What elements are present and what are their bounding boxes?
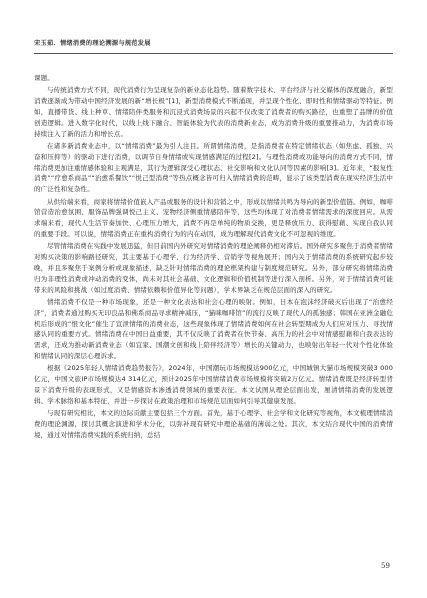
paragraph-contributions: 与现有研究相比，本文的边际贡献主要包括三个方面。首先，基于心理学、社会学和文化研究等视角，本文梳理情绪消费的理论渊源，探讨其概念演进和学术分化，以弥补现有研究中理论基础的薄弱之处。其次，本文结合现代中国的消费情境，通过对情绪消费实践的系统归纳，总结	[34, 409, 393, 439]
paragraph-supply-demand: 从供给端来看，商家将情绪价值嵌入产品或服务的设计和营销之中，形成以情绪共鸣为导向的新型价值链。例如，咖啡馆营造治愈氛围、服饰品牌强调悦己主义、宠物经济侧重情感陪伴等，这些均体现了对消费者情绪需求的深度回应。从需求端来看，现代人生活节奏加快、心理压力增大，消费不再是单纯的物质交换，更是释放压力、获得慰藉、实现自我认同的重要手段。可以说，情绪消费正在重构消费行为的内在动因，成为理解现代消费文化不可忽视的维度。	[34, 197, 393, 238]
running-header-title: 宋玉茹．情绪消费的理论溯源与规范发展	[34, 40, 151, 47]
paragraph-new-consumption: 与传统消费方式不同，现代消费行为呈现复杂的新业态化趋势。随着数字技术、平台经济与社交媒体的深度融合，新型消费逐渐成为带动中国经济发展的新“增长极”[1]，新型消费模式不断涌现，并呈现个性化、即时性和情绪驱动等特征。例如，直播带货、线上种草、情绪陪伴类服务和沉浸式消费场景的兴起不仅改变了消费者的购买路径，也重塑了品牌的价值创造逻辑。进入数字化时代，以线上线下融合、智能体验为代表的消费新业态，成为消费升级的重要推动力，为消费市场持续注入了新的活力和增长点。	[34, 86, 393, 138]
header-rule	[34, 53, 393, 54]
running-header	[34, 38, 393, 52]
article-body	[34, 73, 393, 442]
paragraph-research-gap: 尽管情绪消费在实践中发展迅猛，但目前国内外研究对情绪消费的理论阐释仍相对滞后。国外研究多聚焦于消费者情绪对购买决策的影响路径研究，其主要基于心理学、行为经济学、营销学等视角展开；国内关于情绪消费的系统研究起步较晚，并且多聚焦于案例分析或现象描述，缺乏针对情绪消费的理论框架构建与制度规范研究。另外，部分研究将情绪消费归为非理性消费或冲动消费的变体，尚未对其社会基础、文化逻辑和价值机制等进行深入剖析。另外，对于情绪消费可能带来的风险和挑战（如过度消费、情绪依赖和价值异化等问题），学术界缺乏在规范层面的深入的研究。	[34, 242, 393, 294]
paragraph-cultural-expression: 情绪消费不仅是一种市场现象，还是一种文化表达和社会心理的映射。例如，日本在泡沫经济破灭后出现了“治愈经济”，消费者通过购买无印良品和佛系商品寻求精神减压，“猫咪咖啡馆”的流行反映了现代人的孤独感；韩国在亚洲金融危机后形成的“恨文化”催生了宣泄情绪的消费业态，这些现象体现了情绪消费如何在社会转型期成为人们应对压力、寻找情感认同的重要方式。情绪消费在中国日益重要，其不仅反映了消费者在快节奏、高压力的社会中对情感慰藉和自我表达的需求，还成为推动新消费业态（如宜家、国潮文创和线上陪伴经济等）增长的关键动力，也映射出年轻一代对个性化体验和情绪认同的深层心理诉求。	[34, 297, 393, 360]
page-number: 59	[381, 562, 390, 570]
paragraph-continuation: 课题。	[34, 74, 54, 82]
paragraph-emotional-consumption-definition: 在诸多新消费业态中，以“情绪消费”最为引人注目。所谓情绪消费，是指消费者在特定情绪状态（如焦虑、孤独、兴奋和压抑等）的驱动下进行消费，以调节自身情绪或实现情感满足的过程[2]。与理性消费或功能导向的消费方式不同，情绪消费更加注重情感体验和主观满足，其行为逻辑深受心理状态、社交影响和文化认同等因素的影响[3]。近年来，“报复性消费”“疗愈系商品”“治愈系餐饮”“悦己型消费”等热点概念皆可归入情绪消费的范畴，显示了该类型消费在现实经济生活中的广泛性和复杂性。	[34, 141, 393, 194]
paragraph-market-report: 根据《2025年轻人情绪消费趋势报告》，2024年，中国潮玩市场规模达900亿元，中国城镇大猫市场规模突破3 000亿元，中国文旅IP市场规模达4 314亿元，预计2025年中国情绪消费市场规模将突破2万亿元。情绪消费既是经济转型背景下消费升级的表现形式，又是情感资本渗透消费领域的重要表征。本文试图从理论层面出发，厘清情绪消费的发展逻辑、学术脉络和基本特征，并进一步探讨在政策治理和市场规范层面如何引导其健康发展。	[34, 364, 393, 405]
